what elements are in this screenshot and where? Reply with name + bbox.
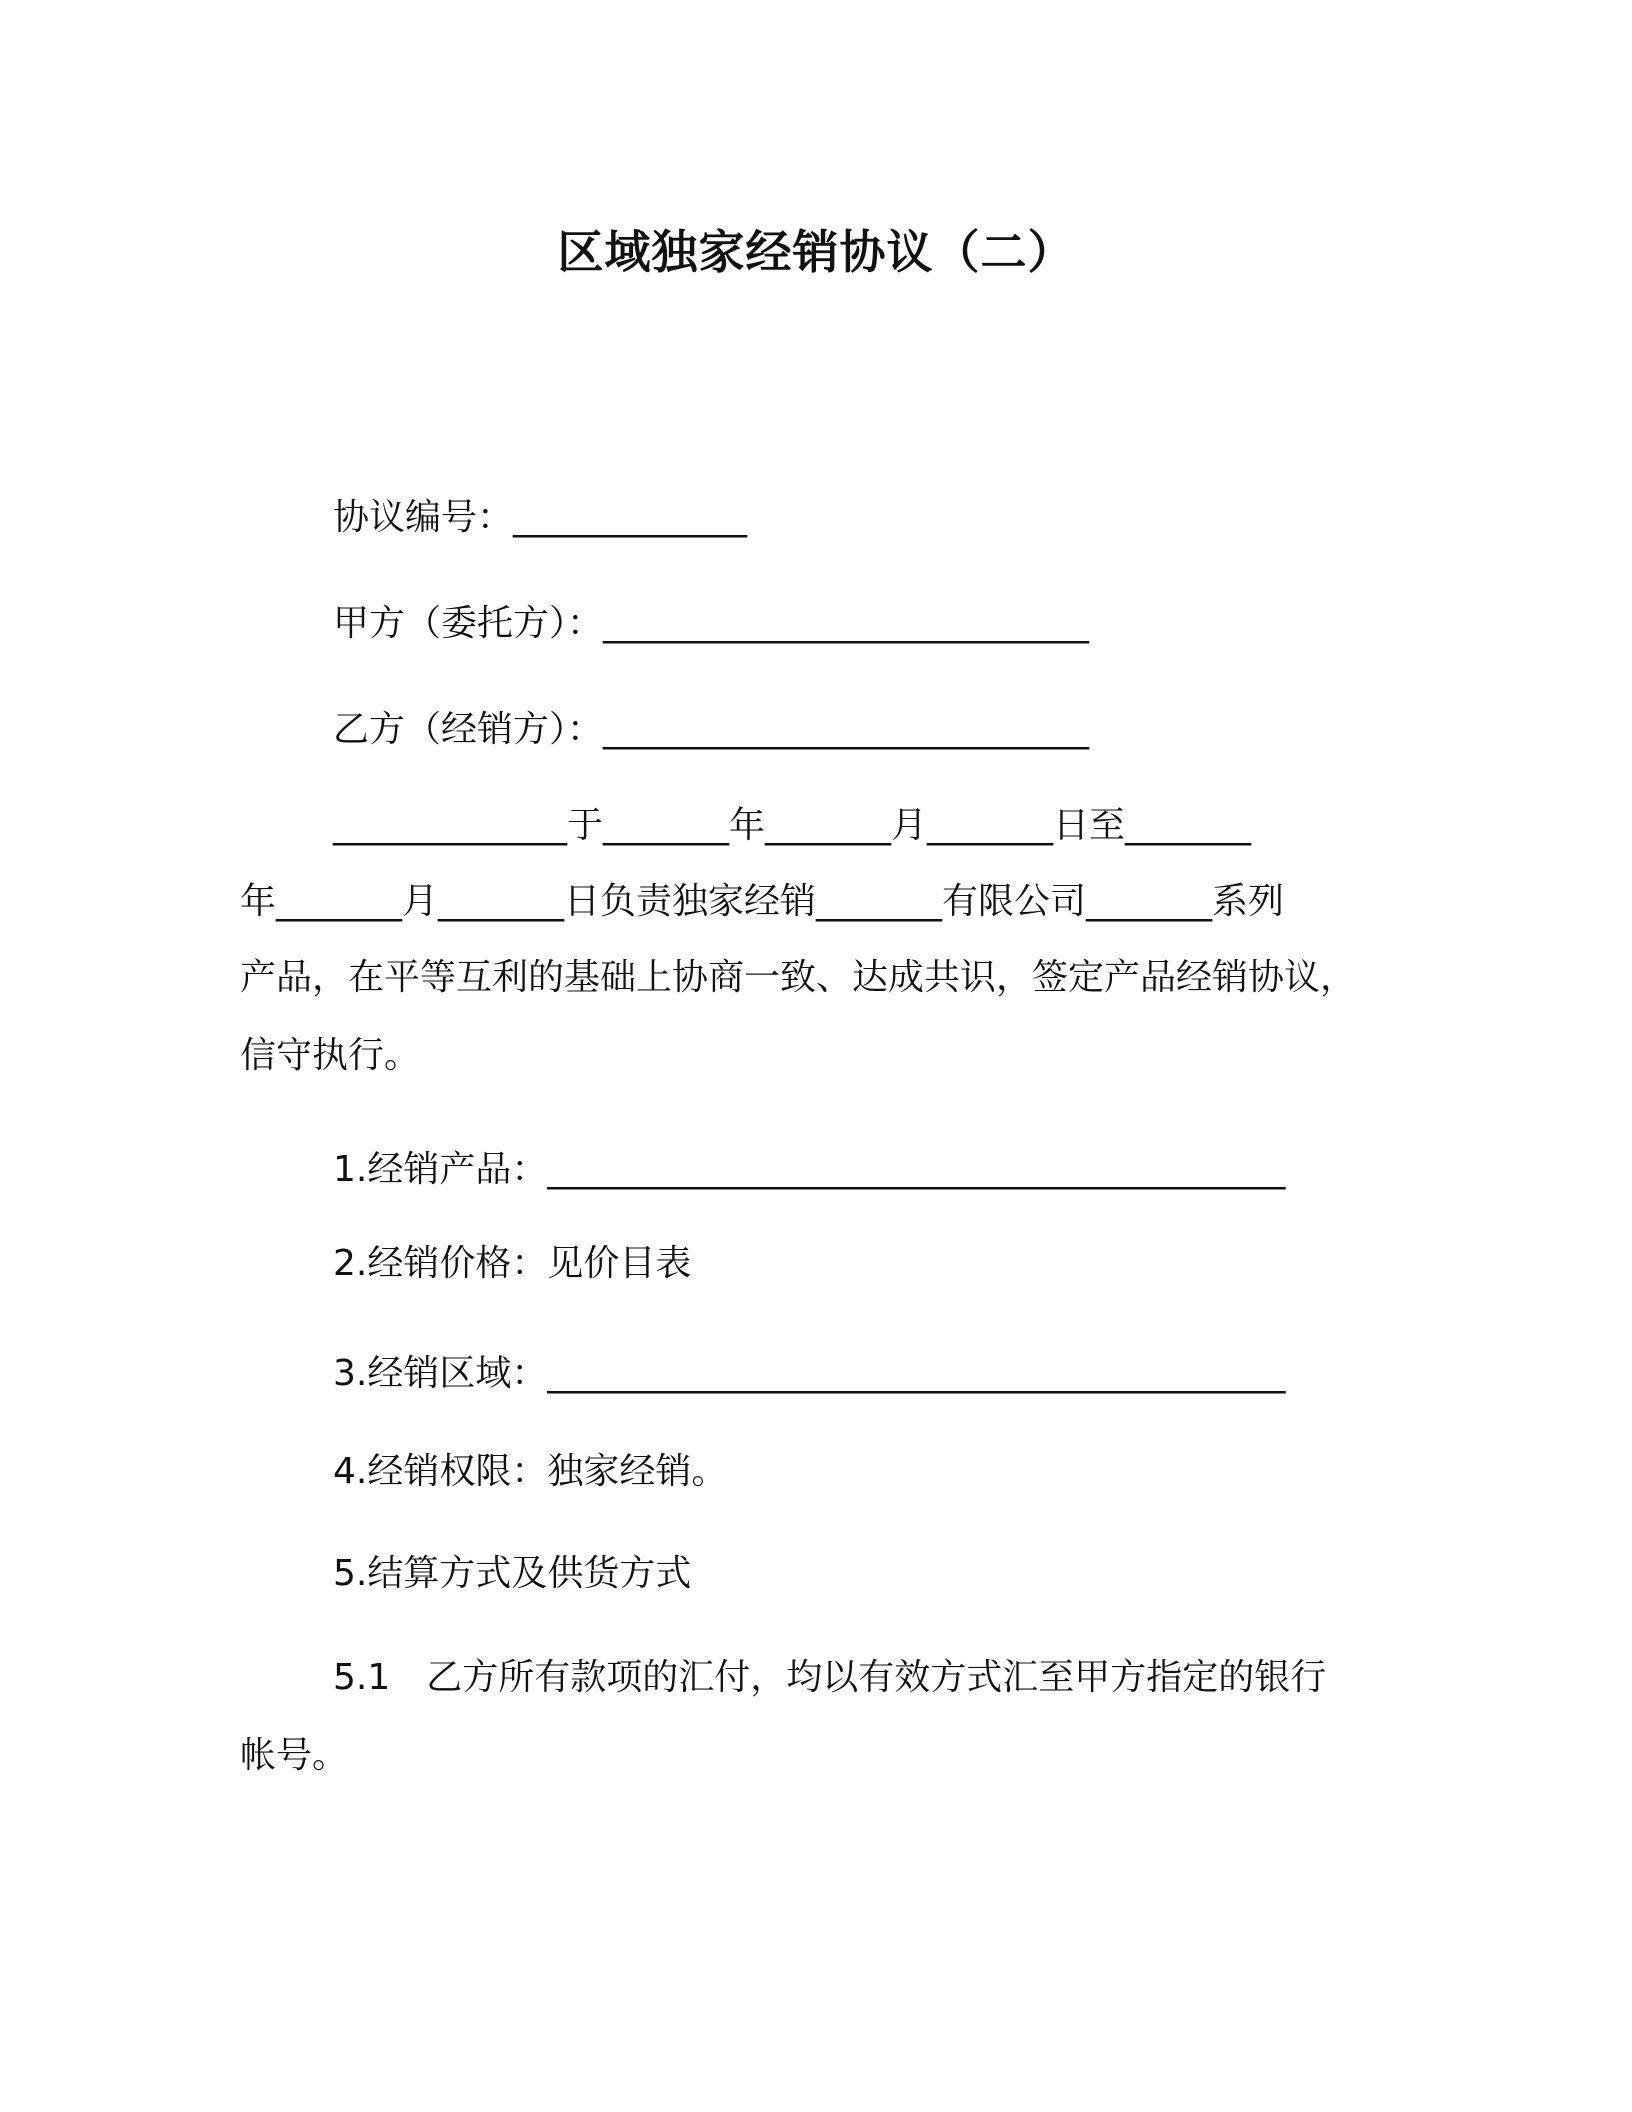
intro-line-4: 信守执行。: [240, 1035, 421, 1076]
clause-5-1-line-2: 帐号。: [240, 1735, 349, 1776]
clause-5-settlement: 5.结算方式及供货方式: [333, 1553, 692, 1594]
clause-4-authority: 4.经销权限：独家经销。: [333, 1451, 728, 1492]
clause-2-price: 2.经销价格：见价目表: [333, 1243, 692, 1284]
intro-line-3: 产品，在平等互利的基础上协商一致、达成共识，签定产品经销协议，: [240, 957, 1357, 998]
intro-line-2: 年_______月_______日负责独家经销_______有限公司_______系列: [240, 881, 1285, 922]
intro-line-1: _____________于_______年_______月_______日至_______: [333, 805, 1251, 846]
agreement-number-field: 协议编号：_____________: [333, 497, 748, 538]
party-b-field: 乙方（经销方）：___________________________: [333, 709, 1090, 750]
clause-1-products: 1.经销产品：_________________________________________: [333, 1149, 1286, 1190]
clause-3-region: 3.经销区域：_________________________________________: [333, 1353, 1286, 1394]
clause-5-1-line-1: 5.1 乙方所有款项的汇付，均以有效方式汇至甲方指定的银行: [333, 1657, 1327, 1698]
party-a-field: 甲方（委托方）：___________________________: [333, 603, 1090, 644]
document-title: 区域独家经销协议（二）: [557, 225, 1075, 279]
